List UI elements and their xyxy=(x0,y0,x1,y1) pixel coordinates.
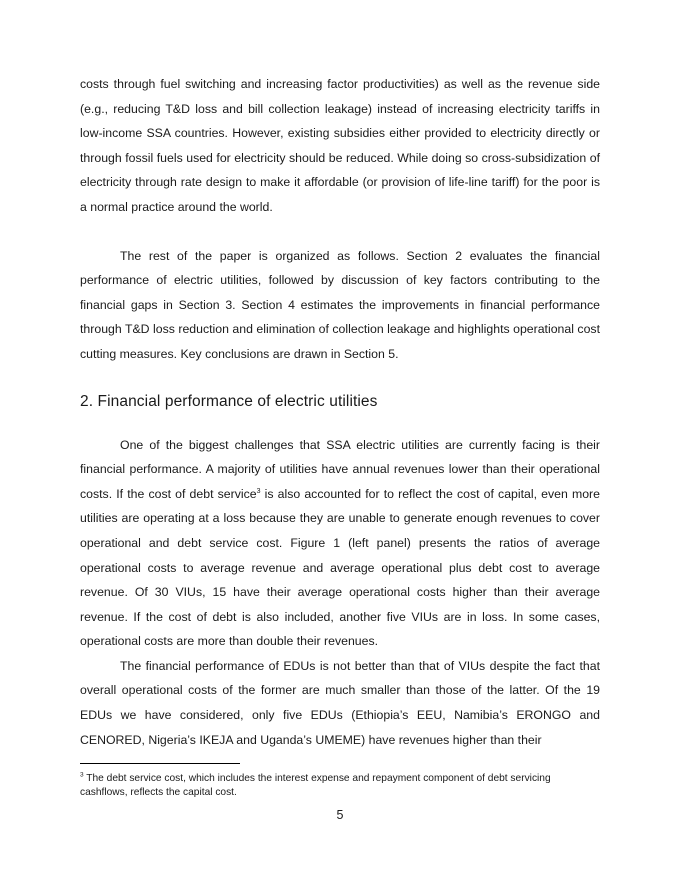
paragraph-paper-outline: The rest of the paper is organized as follows. Section 2 evaluates the financial performance of electric utilities, followed by discussion of key factors contributing to the financial gaps in Section 3. Section 4 estimates the improvements in financial performance through T&D loss reduction and elimination of collection leakage and highlights operational cost cutting measures. Key conclusions are drawn in Section 5. xyxy=(80,248,600,361)
paragraph-edu-performance: The financial performance of EDUs is not better than that of VIUs despite the fact that overall operational costs of the former are much smaller than those of the latter. Of the 19 EDUs we have considered, only five EDUs (Ethiopia’s EEU, Namibia’s ERONGO and CENORED, Nigeria’s IKEJA and Uganda’s UMEME) have revenues higher than their xyxy=(80,658,600,747)
footnote-reference[interactable]: 3 xyxy=(256,487,261,495)
paragraph-continued: costs through fuel switching and increasing factor productivities) as well as the revenue side (e.g., reducing T&D loss and bill collection leakage) instead of increasing electricity tariffs in low-income SSA countries. However, existing subsidies either provided to electricity directly or through fossil fuels used for electricity should be reduced. While doing so cross-subsidization of electricity through rate design to make it affordable (or provision of life-line tariff) for the poor is a normal practice around the world. xyxy=(80,77,600,214)
page-body xyxy=(80,72,600,752)
footnote-number: 3 xyxy=(80,771,84,779)
footnote-text: The debt service cost, which includes the interest expense and repayment component of debt servicing cashflows, reflects the capital cost. xyxy=(80,773,551,798)
paragraph-text: is also accounted for to reflect the cost of capital, even more utilities are operating at a loss because they are unable to generate enough revenues to cover operational and debt service cost. Figure 1 (left panel) presents the ratios of average operational costs to average revenue and average operational plus debt cost to average revenue. Of 30 VIUs, 15 have their average operational costs higher than their average revenue. If the cost of debt is also included, another five VIUs are in loss. In some cases, operational costs are more than double their revenues. xyxy=(80,486,600,649)
paragraph-text: One of the biggest challenges that SSA electric utilities are currently facing is their financial performance. A majority of utilities have annual revenues lower than their operational costs. If the cost of debt service xyxy=(80,437,600,501)
section-heading: 2. Financial performance of electric utilities xyxy=(80,392,378,410)
footnote-divider xyxy=(80,763,240,764)
footnote xyxy=(80,772,600,800)
paragraph-financial-challenges xyxy=(80,433,600,654)
page-number: 5 xyxy=(336,808,344,822)
